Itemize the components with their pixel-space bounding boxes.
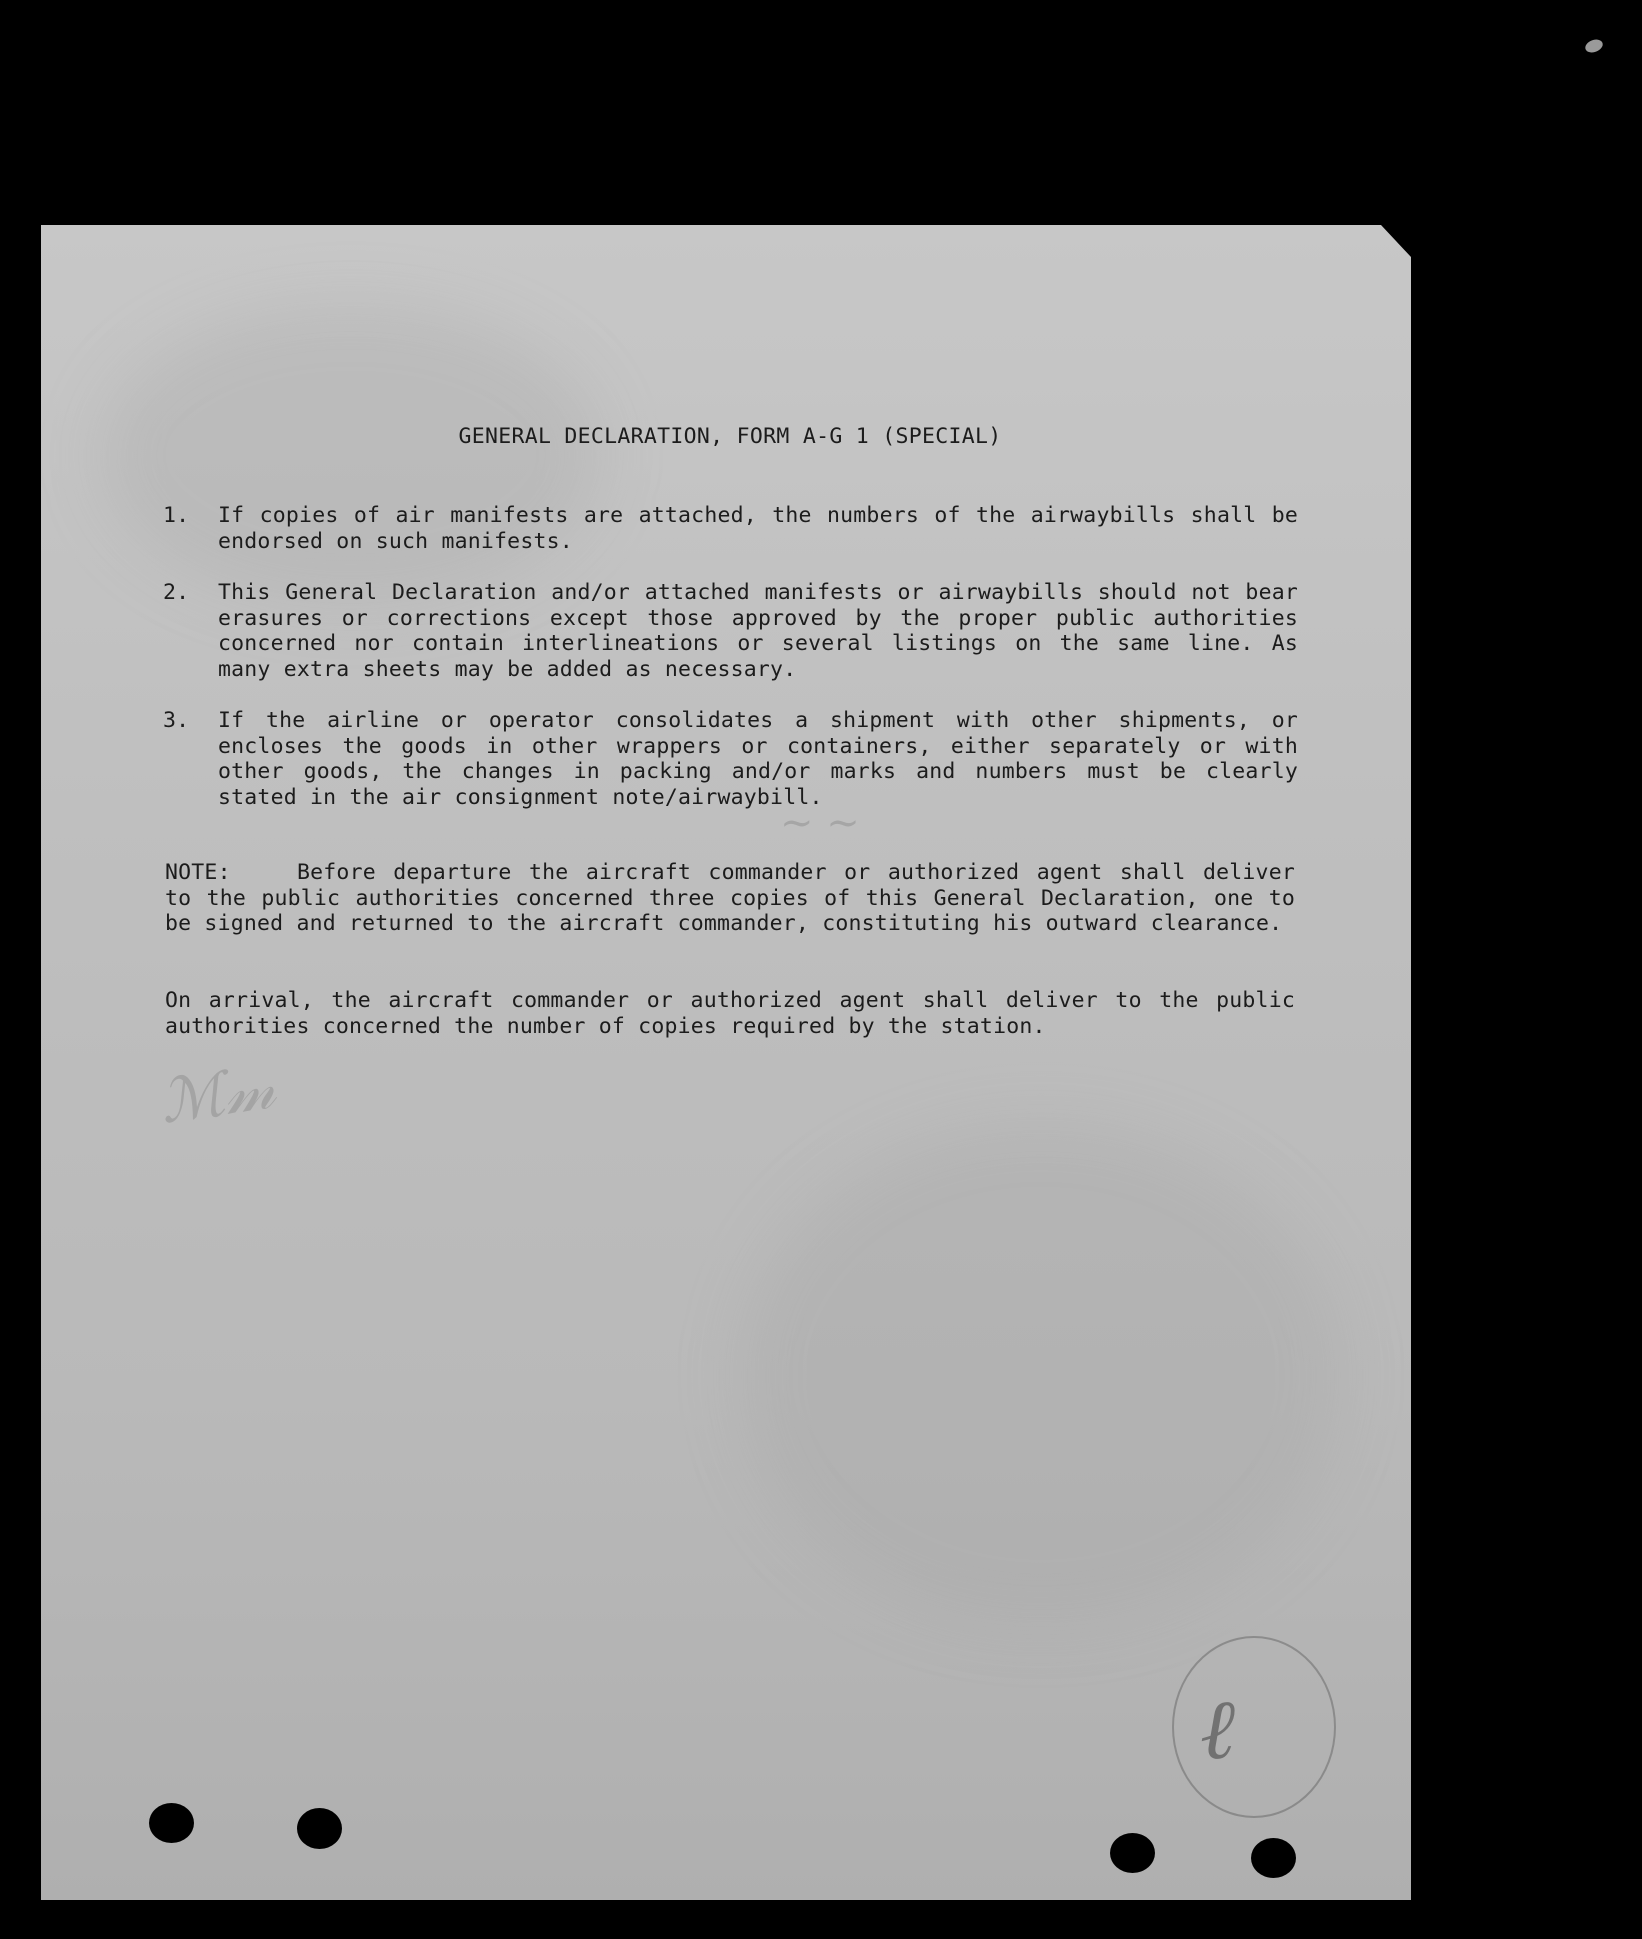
- punch-hole: [297, 1808, 342, 1849]
- list-item-text: This General Declaration and/or attached manifests or airwaybills should not bear erasures or corrections except those approved by the proper public authorities concerned nor contain interlineations or several listings on the same line. As many extra sheets may be added as necessary.: [218, 580, 1298, 682]
- note-paragraph: [165, 860, 1295, 937]
- stamp-mark: ℓ: [1200, 1680, 1235, 1778]
- document-title: GENERAL DECLARATION, FORM A-G 1 (SPECIAL): [458, 424, 1002, 449]
- list-item-number: 2.: [163, 580, 190, 605]
- note-label: NOTE:: [165, 860, 231, 885]
- scan-speck: [1583, 37, 1604, 54]
- list-item-number: 1.: [163, 503, 190, 528]
- list-item-1: [163, 503, 1298, 554]
- list-item-2: [163, 580, 1298, 682]
- stamp-circle: [1172, 1636, 1336, 1818]
- arrival-paragraph: On arrival, the aircraft commander or authorized agent shall deliver to the public authorities concerned the number of copies required by the station.: [165, 988, 1295, 1039]
- paper-stain: [101, 305, 601, 605]
- list-item-3: [163, 708, 1298, 810]
- list-item-text: If the airline or operator consolidates a shipment with other shipments, or encloses the goods in other wrappers or containers, either separately or with other goods, the changes in packing and/or marks and numbers must be clearly stated in the air consignment note/airwaybill.: [218, 708, 1298, 810]
- punch-hole: [149, 1803, 194, 1843]
- faded-handwriting: ~ ~: [780, 800, 860, 846]
- paper-stain: [741, 1125, 1341, 1625]
- list-item-number: 3.: [163, 708, 190, 733]
- note-text: Before departure the aircraft commander or authorized agent shall deliver to the public authorities concerned three copies of this General Declaration, one to be signed and returned to the aircraft commander, constituting his outward clearance.: [165, 860, 1295, 936]
- punch-hole: [1110, 1833, 1155, 1873]
- list-item-text: If copies of air manifests are attached, the numbers of the airwaybills shall be endorsed on such manifests.: [218, 503, 1298, 554]
- faded-handwriting: ℳ𝓂: [155, 1052, 280, 1138]
- punch-hole: [1251, 1838, 1296, 1878]
